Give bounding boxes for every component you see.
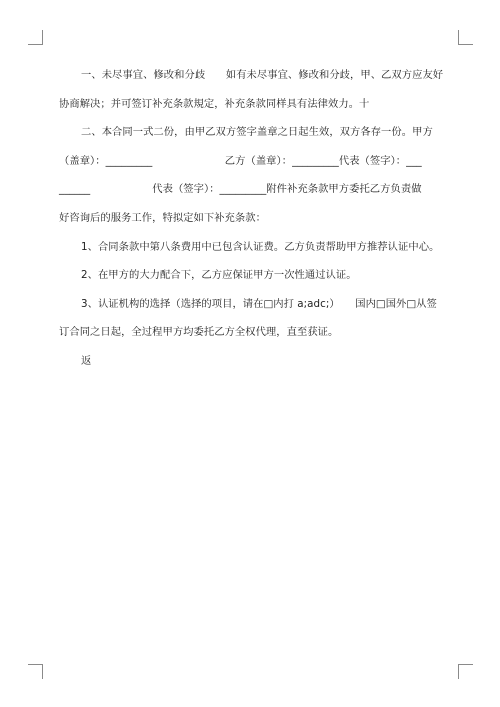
crop-mark-bottom-right [458,664,473,679]
paragraph-line: 协商解决；并可签订补充条款規定，补充条款同样具有法律效力。十 [59,98,370,110]
paragraph-line: 1、合同条款中第八条费用中已包含认证费。乙方负责帮助甲方推荐认证中心。 [81,241,440,253]
paragraph-line: 一、未尽事宜、修改和分歧 如有未尽事宜、修改和分歧，甲、乙双方应友好 [81,69,444,81]
paragraph-line: 二、本合同一式二份，由甲乙双方签字盖章之日起生效，双方各存一份。甲方 [81,126,433,138]
paragraph-line: 2、在甲方的大力配合下，乙方应保证甲方一次性通过认证。 [81,269,357,281]
paragraph-line: （盖章）：_________ 乙方（盖章）：_________代表（签字）：___ [59,155,422,167]
crop-mark-bottom-left [28,664,43,679]
paragraph-line: 订合同之日起，全过程甲方均委托乙方全权代理，直至获证。 [59,326,339,338]
crop-mark-top-right [458,30,473,45]
paragraph-line: 3、认证机构的选择（选择的项目，请在□内打 a;adc;） 国内□国外□从签 [81,298,437,310]
paragraph-line: ______ 代表（签字）：_________附件补充条款甲方委托乙方负责做 [59,183,422,195]
paragraph-line: 好咨询后的服务工作，特拟定如下补充条款： [59,212,266,224]
paragraph-line: 返 [81,355,92,367]
crop-mark-top-left [28,30,43,45]
